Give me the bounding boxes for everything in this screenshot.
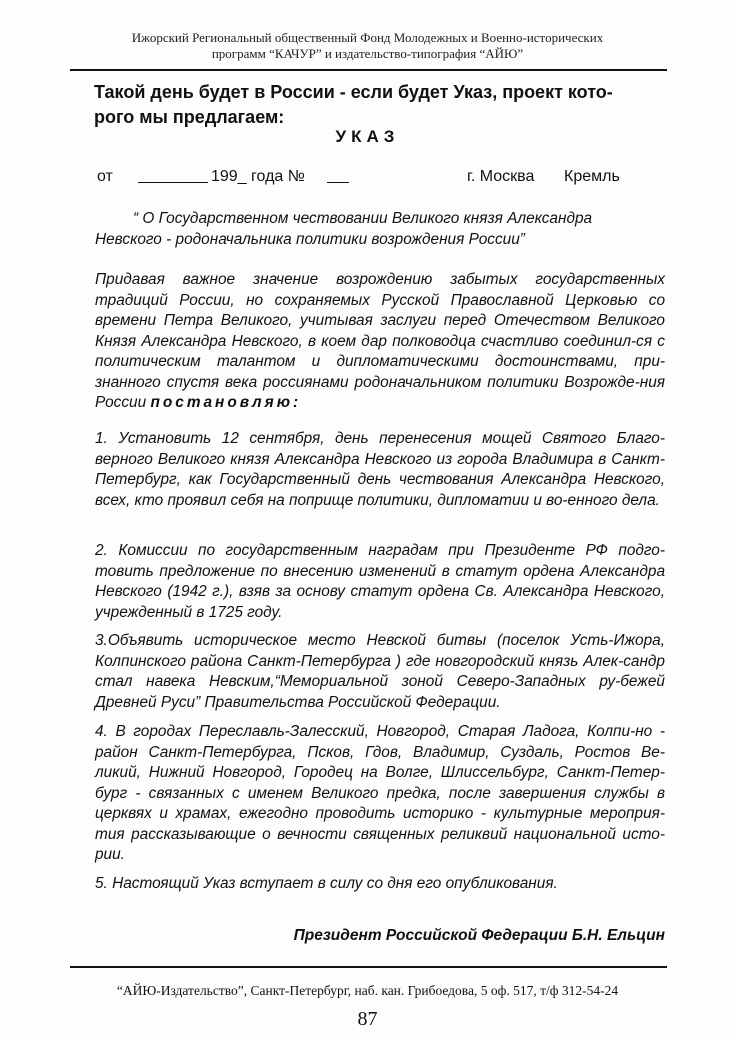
page-title [94,80,664,130]
decree-point-4: 4. В городах Переславль-Залесский, Новгород, Старая Ладога, Колпи-но - район Санкт-Петербурга, Псков, Гдов, Владимир, Суздаль, Ростов Ве-ликий, Нижний Новгород, Городец на Волге, Шлиссельбург, Санкт-Петер-бург - связанных с именем Великого предка, после завершения службы в церквях и храмах, ежегодно проводить историко - культурные мероприя-тия рассказывающие о вечности священных реликвий национальной исто-рии. [95,723,665,863]
decree-point-1: 1. Установить 12 сентября, день перенесения мощей Святого Благо-верного Великого князя Александра Невского из города Владимира в Санкт-Петербург, как Государственный день чествования Александра Невского, всех, кто проявил себя на поприще политики, дипломатии и во-енного дела. [95,430,665,509]
publisher-footer: “АЙЮ-Издательство”, Санкт-Петербург, наб. кан. Грибоедова, 5 оф. 517, т/ф 312-54-24 [116,983,619,998]
decree-dateline [95,168,655,190]
decree-point-2: 2. Комиссии по государственным наградам при Президенте РФ подго-товить предложение по внесению изменений в статут ордена Александра Невского (1942 г.), взяв за основу статут ордена Св. Александра Невского, учрежденный в 1725 году. [95,542,665,621]
footer-divider [70,966,667,968]
subject-line-2: Невского - родоначальника политики возрождения России” [95,230,525,248]
page-number: 87 [357,1008,378,1030]
dateline-year: 199_ года № [211,168,305,185]
number-blank [327,168,349,188]
decree-subject [95,209,665,250]
preamble-text: Придавая важное значение возрождению забытых государственных традиций России, но сохраняемых Русской Православной Церковью со времени Петра Великого, учитывая заслуги перед Отечеством Великого Князя Александра Невского, в коем дар полководца счастливо соединил-ся с политическим талантом и дипломатическими достоинствами, при-знанного спустя века россиянами родоначальником политики Возрожде-ния России [95,271,665,411]
header-divider [70,69,667,71]
dateline-place: г. Москва [467,168,535,185]
publisher-header [60,30,675,62]
decree-preamble [95,270,665,414]
dateline-kremlin: Кремль [564,168,620,185]
subject-line-1: “ О Государственном чествовании Великого князя Александра [133,210,593,227]
title-line-1: Такой день будет в России - если будет Указ, проект кото- [94,82,613,102]
header-line-2: программ “КАЧУР” и издательство-типография “АЙЮ” [211,46,524,61]
header-line-1: Ижорский Региональный общественный Фонд Молодежных и Военно-исторических [131,30,604,45]
decree-point-3: 3.Объявить историческое место Невской битвы (поселок Усть-Ижора, Колпинского района Санкт-Петербурга ) где новгородский князь Алек-сандр стал навека Невским,“Мемориальной зоной Северо-Западных ру-бежей Древней Руси” Правительства Российской Федерации. [95,632,665,711]
decree-point-5: 5. Настоящий Указ вступает в силу со дня его опубликования. [95,875,558,892]
date-blank [138,168,208,188]
dateline-ot: от [97,168,113,185]
title-line-2: рого мы предлагаем: [94,107,285,127]
decree-heading: УКАЗ [335,127,400,146]
signature: Президент Российской Федерации Б.Н. Ельцин [293,927,665,944]
decree-verb: постановляю: [150,394,302,411]
